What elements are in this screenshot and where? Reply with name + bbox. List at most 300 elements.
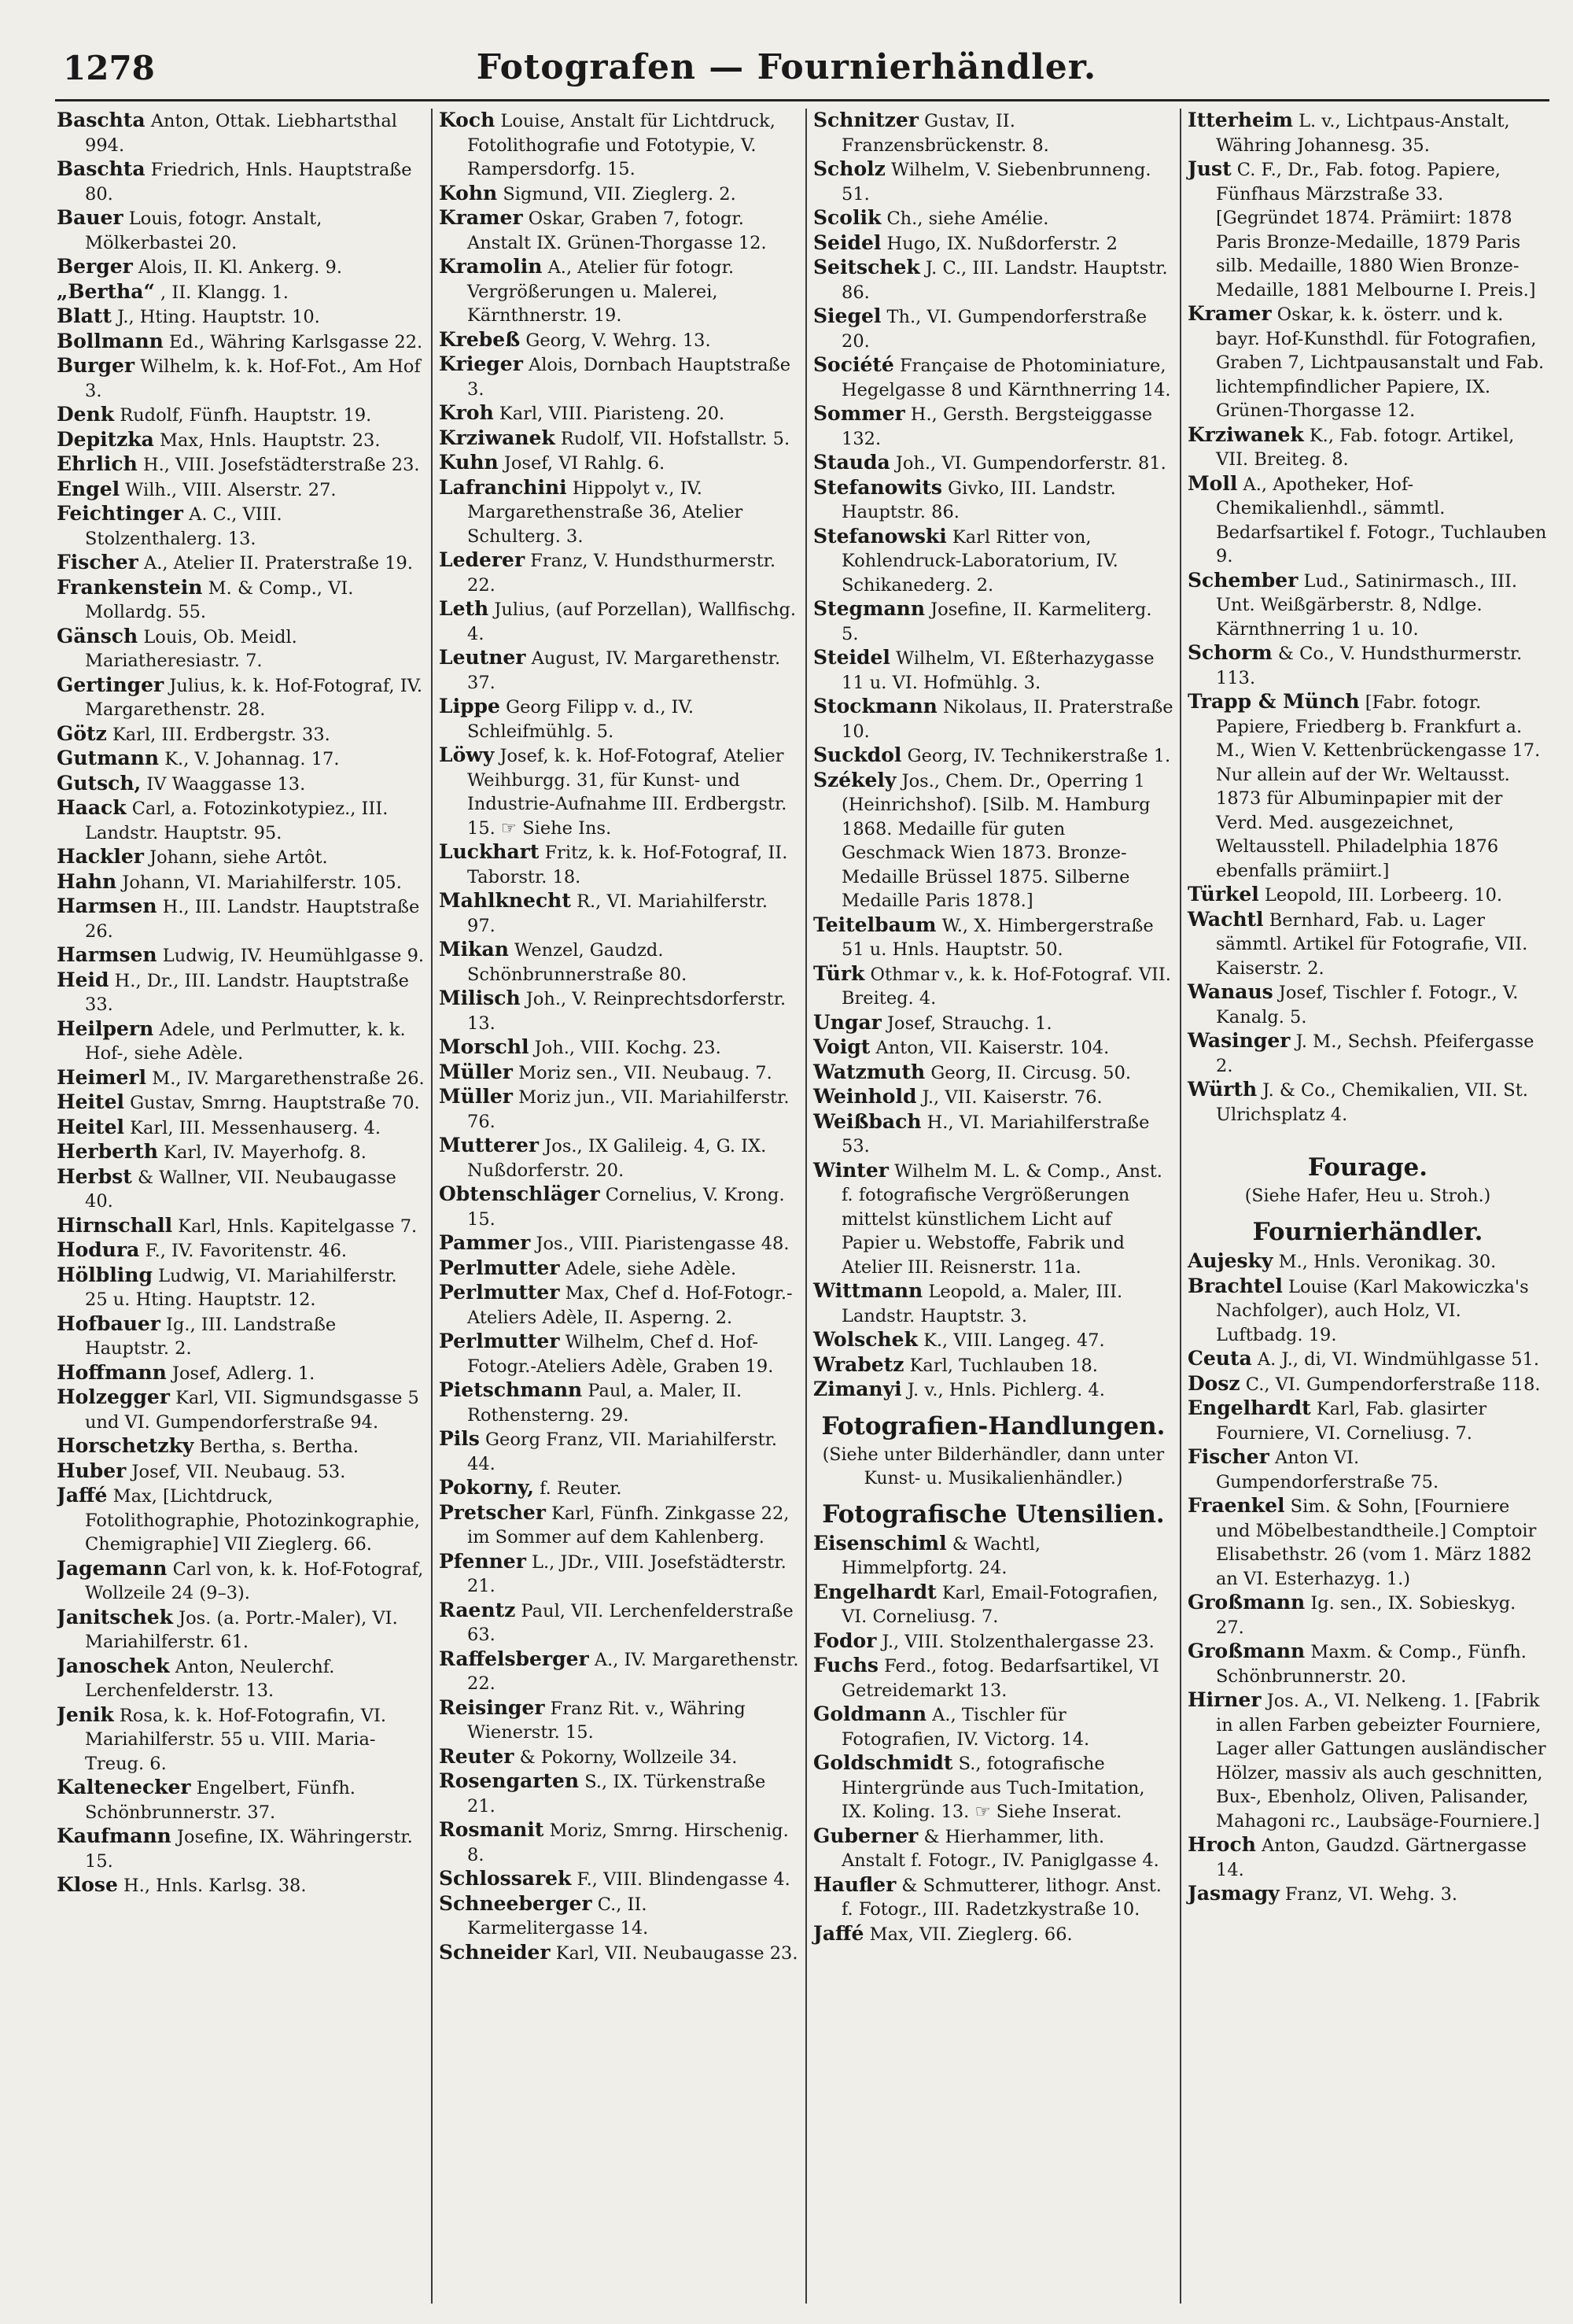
entry-name: Ehrlich (57, 452, 138, 475)
directory-entry (57, 722, 425, 747)
directory-entry (57, 551, 425, 576)
entry-name: Dosz (1188, 1371, 1240, 1395)
directory-entry (57, 1824, 425, 1873)
entry-details: Wilhelm, k. k. Hof-Fot., Am Hof 3. (85, 356, 421, 401)
entry-name: Weißbach (813, 1109, 922, 1133)
entry-name: Horschetzky (57, 1434, 194, 1457)
entry-name: Reisinger (439, 1695, 545, 1719)
directory-entry (439, 1599, 799, 1647)
entry-details: Josef, Tischler f. Fotogr., V. Kanalg. 5. (1216, 983, 1519, 1027)
entry-details: Joh., VI. Gumpendorferstr. 81. (895, 453, 1166, 474)
entry-name: Heilpern (57, 1016, 154, 1040)
directory-entry (813, 256, 1173, 304)
entry-name: Voigt (813, 1035, 871, 1058)
entry-details: Max, Hnls. Hauptstr. 23. (159, 430, 381, 451)
directory-entry (439, 1231, 799, 1256)
directory-entry (57, 1776, 425, 1824)
entry-details: W., X. Himbergerstraße 51 u. Hnls. Hauptstr. 50. (842, 915, 1154, 960)
directory-entry (57, 403, 425, 428)
directory-entry (813, 1011, 1173, 1036)
entry-name: Mikan (439, 938, 509, 961)
section-title-fourage: Fourage. (1307, 1153, 1428, 1182)
entry-details: H., VIII. Josefstädterstraße 23. (142, 455, 420, 475)
entry-name: Türk (813, 961, 865, 985)
entry-name: Großmann (1188, 1591, 1306, 1614)
directory-entry (813, 157, 1173, 206)
directory-entry (57, 576, 425, 625)
directory-entry (813, 476, 1173, 525)
entry-details: Wilhelm M. L. & Comp., Anst. f. fotografische Vergrößerungen mittelst künstlichem Licht auf Papier u. Webstoffe, Fabrik und Atelier III. Reisnerstr. 11a. (842, 1160, 1162, 1278)
directory-entry (813, 597, 1173, 646)
entry-name: Hackler (57, 845, 144, 868)
entry-name: Société (813, 353, 894, 376)
directory-entry (439, 1256, 799, 1282)
directory-entry (813, 913, 1173, 962)
entry-details: Leopold, III. Lorbeerg. 10. (1264, 885, 1503, 906)
entry-details: Georg, II. Circusg. 50. (930, 1062, 1132, 1083)
directory-entry (1188, 1640, 1548, 1688)
entry-name: Stefanowski (813, 524, 947, 548)
entry-name: Schember (1188, 568, 1299, 592)
entry-name: Jasmagy (1188, 1882, 1280, 1905)
column-3 (805, 109, 1180, 2304)
directory-entry (57, 1312, 425, 1361)
directory-entry (813, 231, 1173, 256)
entry-name: Hoffmann (57, 1360, 167, 1384)
entry-details: Gustav, II. Franzensbrückenstr. 8. (842, 111, 1049, 156)
directory-entry (1188, 1688, 1548, 1833)
entry-details: Othmar v., k. k. Hof-Fotograf. VII. Breiteg. 4. (842, 964, 1171, 1009)
entry-details: Louis, fotogr. Anstalt, Mölkerbastei 20. (85, 208, 322, 253)
entry-details: Josef, Strauchg. 1. (887, 1013, 1052, 1034)
entry-details: Anton, VII. Kaiserstr. 104. (875, 1038, 1110, 1058)
entry-details: Louise (Karl Makowiczka's Nachfolger), auch Holz, VI. Luftbadg. 19. (1216, 1276, 1529, 1345)
entry-details: Karl, VII. Sigmundsgasse 5 und VI. Gumpendorferstraße 94. (85, 1388, 419, 1433)
entry-name: Kuhn (439, 451, 499, 474)
directory-entry (1188, 690, 1548, 883)
entry-name: Aujesky (1188, 1249, 1273, 1272)
entry-name: Kramer (1188, 302, 1272, 325)
entry-name: Suckdol (813, 743, 902, 766)
entry-name: Milisch (439, 987, 521, 1009)
directory-entry (439, 695, 799, 743)
entry-name: Krziwanek (439, 426, 555, 449)
directory-entry (1188, 1882, 1548, 1907)
columns (57, 109, 1555, 2304)
entry-name: Hroch (1188, 1833, 1256, 1856)
entry-details: H., VI. Mariahilferstraße 53. (842, 1112, 1150, 1156)
entry-details: Josef, k. k. Hof-Fotograf, Atelier Weihburgg. 31, für Kunst- und Industrie-Aufnahme III. Erdbergstr. 15. ☞ Siehe Ins. (467, 746, 787, 839)
entry-details: H., Hnls. Karlsg. 38. (123, 1876, 307, 1896)
entry-name: Schneider (439, 1940, 551, 1964)
entry-details: Jos., IX Galileig. 4, G. IX. Nußdorferstr. 20. (467, 1136, 767, 1181)
directory-entry (813, 1581, 1173, 1629)
directory-entry (813, 402, 1173, 451)
entry-name: Goldmann (813, 1702, 927, 1725)
entry-name: Engelhardt (1188, 1396, 1311, 1419)
entry-details: Johann, VI. Mariahilferstr. 105. (122, 872, 402, 893)
entry-details: J., Hting. Hauptstr. 10. (117, 307, 320, 327)
entry-name: Engelhardt (813, 1580, 937, 1603)
directory-entry (813, 525, 1173, 598)
entry-details: Cornelius, V. Krong. 15. (467, 1185, 785, 1230)
entry-details: Alois, Dornbach Hauptstraße 3. (467, 355, 791, 400)
entry-name: Heid (57, 968, 109, 991)
entry-name: Kroh (439, 401, 494, 424)
entry-details: Anton VI. Gumpendorferstraße 75. (1216, 1448, 1439, 1492)
entry-name: Kaltenecker (57, 1776, 191, 1798)
column-4 (1180, 109, 1554, 2304)
directory-entry (439, 1182, 799, 1231)
entry-name: Holzegger (57, 1385, 170, 1408)
entry-details: Lud., Satinirmasch., III. Unt. Weißgärberstr. 8, Ndlge. Kärnthnerring 1 u. 10. (1216, 570, 1517, 640)
entry-details: R., VI. Mariahilferstr. 97. (467, 891, 768, 936)
directory-entry (439, 938, 799, 987)
directory-entry (1188, 1591, 1548, 1640)
entry-details: H., Dr., III. Landstr. Hauptstraße 33. (85, 970, 409, 1015)
directory-entry (813, 695, 1173, 743)
entry-details: Oskar, k. k. österr. und k. bayr. Hof-Kunsthdl. für Fotografien, Graben 7, Lichtpausanstalt und Fab. lichtempfindlicher Papiere, IX. Grünen-Thorgasse 12. (1216, 304, 1545, 421)
entry-name: Jaffé (57, 1484, 108, 1507)
directory-entry (439, 328, 799, 353)
entry-details: Wilhelm, Chef d. Hof-Fotogr.-Ateliers Adèle, Graben 19. (467, 1332, 774, 1377)
entry-name: Pokorny, (439, 1476, 534, 1499)
entry-details: Hugo, IX. Nußdorferstr. 2 (886, 233, 1118, 254)
entry-details: F., VIII. Blindengasse 4. (577, 1869, 790, 1890)
directory-entry (439, 451, 799, 476)
entry-name: Stefanowits (813, 475, 942, 499)
directory-entry (813, 109, 1173, 157)
entry-name: Krziwanek (1188, 422, 1304, 446)
entry-name: Stauda (813, 451, 890, 474)
entry-details: Ludwig, VI. Mariahilferstr. 25 u. Hting. Hauptstr. 12. (85, 1265, 397, 1310)
entry-details: Josefine, IX. Währingerstr. 15. (85, 1827, 413, 1872)
directory-entry (1188, 1833, 1548, 1882)
entry-details: Ig., III. Landstraße Hauptstr. 2. (85, 1314, 337, 1359)
entry-details: Jos., VIII. Piaristengasse 48. (536, 1234, 790, 1254)
entry-details: Ludwig, IV. Heumühlgasse 9. (162, 946, 425, 966)
entry-details: Wilhelm, VI. Eßterhazygasse 11 u. VI. Hofmühlg. 3. (842, 648, 1155, 693)
entry-name: Gertinger (57, 673, 164, 696)
entry-name: Wasinger (1188, 1029, 1291, 1052)
entry-name: Leutner (439, 646, 526, 669)
page-number: 1278 (63, 49, 155, 87)
entry-name: Fuchs (813, 1654, 879, 1677)
directory-entry (57, 428, 425, 453)
directory-entry (57, 625, 425, 673)
entry-details: K., Fab. fotogr. Artikel, VII. Breiteg. 8. (1216, 425, 1515, 470)
entry-name: Haufler (813, 1872, 897, 1896)
entry-details: J., VIII. Stolzenthalergasse 23. (882, 1631, 1155, 1652)
directory-entry (57, 1140, 425, 1165)
directory-entry (439, 1550, 799, 1599)
directory-entry (439, 426, 799, 452)
entry-name: Denk (57, 403, 115, 426)
entry-name: Obtenschläger (439, 1182, 600, 1205)
directory-entry (439, 1647, 799, 1696)
entry-details: Josefine, II. Karmeliterg. 5. (842, 599, 1152, 644)
entry-name: Lafranchini (439, 475, 567, 499)
directory-entry (1188, 157, 1548, 302)
entry-details: Max, VII. Zieglerg. 66. (869, 1924, 1073, 1945)
directory-entry (57, 502, 425, 551)
entry-details: , II. Klangg. 1. (160, 282, 289, 303)
entry-details: Adele, und Perlmutter, k. k. Hof-, siehe Adèle. (85, 1019, 406, 1064)
directory-entry (439, 743, 799, 840)
directory-entry (813, 304, 1173, 353)
entry-details: Moriz jun., VII. Mariahilferstr. 76. (467, 1087, 790, 1132)
directory-entry (1188, 1029, 1548, 1078)
entry-details: Karl, Hnls. Kapitelgasse 7. (178, 1215, 418, 1237)
directory-entry (813, 1159, 1173, 1280)
entry-name: Krieger (439, 352, 523, 375)
entry-name: Watzmuth (813, 1060, 926, 1083)
directory-entry (439, 889, 799, 938)
entry-name: Heitel (57, 1115, 124, 1138)
entry-name: Stegmann (813, 597, 925, 620)
directory-entry (813, 1353, 1173, 1378)
header-rule (55, 99, 1549, 101)
directory-entry (813, 1824, 1173, 1873)
entry-name: Seidel (813, 231, 882, 254)
entry-details: [Fabr. fotogr. Papiere, Friedberg b. Frankfurt a. M., Wien V. Kettenbrückengasse 17. Nur allein auf der Wr. Weltausst. 1873 für Albuminpapier mit der Verd. Med. ausgezeichnet, Weltausstell. Philadelphia 1876 ebenfalls prämiirt.] (1216, 692, 1541, 881)
directory-entry (1188, 1396, 1548, 1445)
entry-details: A., Atelier für fotogr. Vergrößerungen u. Malerei, Kärnthnerstr. 19. (467, 257, 735, 326)
entry-name: Brachtel (1188, 1274, 1283, 1297)
entry-details: Max, [Lichtdruck, Fotolithographie, Photozinkographie, Chemigraphie] VII Zieglerg. 66. (85, 1486, 420, 1555)
directory-entry (813, 769, 1173, 913)
entry-details: Julius, (auf Porzellan), Wallfischg. 4. (467, 599, 797, 644)
directory-entry (57, 452, 425, 478)
entry-name: Jaffé (813, 1921, 864, 1945)
entry-details: J. v., Hnls. Pichlerg. 4. (907, 1380, 1105, 1400)
directory-entry (1188, 1445, 1548, 1494)
entry-name: Rosengarten (439, 1769, 580, 1792)
directory-entry (439, 1818, 799, 1867)
directory-entry (439, 206, 799, 255)
entry-name: Zimanyi (813, 1378, 902, 1400)
entry-name: Wrabetz (813, 1352, 904, 1376)
entry-details: A., Tischler für Fotografien, IV. Victorg. 14. (842, 1705, 1090, 1750)
entry-details: Leopold, a. Maler, III. Landstr. Hauptstr. 3. (842, 1282, 1123, 1326)
entry-details: Jos., Chem. Dr., Operring 1 (Heinrichshof). [Silb. M. Hamburg 1868. Medaille für guten Geschmack Wien 1873. Bronze-Medaille Brüssel 1875. Silberne Medaille Paris 1878.] (842, 770, 1151, 911)
entry-name: Hahn (57, 869, 117, 893)
directory-entry (439, 1769, 799, 1818)
entry-details: & Schmutterer, lithogr. Anst. f. Fotogr., III. Radetzkystraße 10. (842, 1875, 1162, 1920)
entry-name: Feichtinger (57, 502, 183, 525)
entry-details: Georg, IV. Technikerstraße 1. (907, 746, 1171, 766)
entry-details: Moriz, Smrng. Hirschenig. 8. (467, 1820, 789, 1865)
fournier-entries (1188, 1249, 1548, 1907)
directory-entry (57, 772, 425, 797)
entry-name: Lederer (439, 548, 525, 571)
entry-name: Lippe (439, 695, 500, 717)
entry-details: Adele, siehe Adèle. (565, 1258, 737, 1279)
entry-name: Bollmann (57, 329, 164, 352)
entry-details: Bertha, s. Bertha. (199, 1437, 359, 1457)
entry-name: Baschta (57, 109, 146, 131)
entry-name: Schlossarek (439, 1867, 572, 1890)
entry-name: Depitzka (57, 427, 154, 451)
entry-details: S., fotografische Hintergründe aus Tuch-Imitation, IX. Koling. 13. ☞ Siehe Inserat. (842, 1754, 1145, 1822)
entry-details: Franz Rit. v., Währing Wienerstr. 15. (467, 1698, 746, 1743)
entry-details: Rudolf, VII. Hofstallstr. 5. (560, 428, 790, 449)
directory-entry (439, 109, 799, 182)
entry-name: Müller (439, 1085, 513, 1108)
directory-entry (1188, 641, 1548, 690)
entry-details: IV Waaggasse 13. (146, 773, 306, 795)
directory-entry (439, 1892, 799, 1941)
entry-details: Friedrich, Hnls. Hauptstraße 80. (85, 160, 412, 205)
directory-entry (439, 1085, 799, 1134)
entry-name: Fischer (57, 551, 138, 574)
entry-name: Götz (57, 721, 107, 745)
directory-entry (57, 1090, 425, 1116)
directory-entry (1188, 569, 1548, 642)
entry-details: Ig. sen., IX. Sobieskyg. 27. (1216, 1593, 1516, 1638)
entry-details: f. Reuter. (540, 1478, 622, 1499)
entry-name: Großmann (1188, 1640, 1306, 1662)
directory-entry (57, 1459, 425, 1485)
directory-entry (439, 476, 799, 549)
entry-details: & Co., V. Hundsthurmerstr. 113. (1216, 644, 1523, 688)
entry-name: Fischer (1188, 1445, 1269, 1468)
entry-details: J. C., III. Landstr. Hauptstr. 86. (842, 258, 1168, 303)
entry-details: Jos. (a. Portr.-Maler), VI. Mariahilferstr. 61. (85, 1607, 398, 1652)
entry-details: Carl von, k. k. Hof-Fotograf, Wollzeile 24 (9–3). (85, 1559, 424, 1603)
entry-details: Ferd., fotog. Bedarfsartikel, VI Getreidemarkt 13. (842, 1656, 1159, 1701)
entry-name: Raentz (439, 1598, 516, 1621)
directory-entry (57, 478, 425, 503)
directory-entry (57, 796, 425, 845)
directory-entry (57, 1703, 425, 1776)
directory-entry (57, 1361, 425, 1386)
entry-details: Wilhelm, V. Siebenbrunneng. 51. (842, 160, 1151, 205)
entry-name: Huber (57, 1459, 127, 1482)
entry-details: Jos. A., VI. Nelkeng. 1. [Fabrik in allen Farben gebeizter Fourniere, Lager aller Gattungen ausländischer Hölzer, massiv als auch geschnitten, Bux-, Ebenholz, Oliven, Palisander, Mahagoni rc., Laubsäge-Fourniere.] (1216, 1691, 1546, 1832)
entry-details: Gustav, Smrng. Hauptstraße 70. (130, 1093, 420, 1113)
running-head: Fotografen — Fournierhändler. (476, 47, 1097, 87)
entry-name: Leth (439, 597, 489, 620)
directory-entry (57, 1263, 425, 1312)
entry-name: Mahlknecht (439, 889, 571, 912)
directory-entry (813, 1654, 1173, 1702)
directory-entry (439, 182, 799, 207)
section-note-handlungen: (Siehe unter Bilderhändler, dann unter Kunst- u. Musikalienhändler.) (822, 1444, 1165, 1488)
entry-name: Székely (813, 768, 897, 791)
entry-details: Georg Filipp v. d., IV. Schleifmühlg. 5. (467, 697, 694, 742)
directory-entry (57, 1654, 425, 1703)
entry-name: Pietschmann (439, 1378, 583, 1401)
directory-entry (439, 352, 799, 401)
entry-details: M., IV. Margarethenstraße 26. (152, 1068, 425, 1089)
directory-entry (57, 255, 425, 280)
entry-name: Türkel (1188, 883, 1259, 906)
section-title-fournier: Fournierhändler. (1252, 1218, 1483, 1246)
directory-entry (57, 1434, 425, 1459)
entry-details: Rudolf, Fünfh. Hauptstr. 19. (120, 405, 372, 426)
entry-details: C., II. Karmelitergasse 14. (467, 1894, 649, 1939)
directory-entry (813, 743, 1173, 769)
entry-name: Heitel (57, 1090, 124, 1113)
directory-entry (1188, 423, 1548, 472)
entry-details: A., IV. Margarethenstr. 22. (467, 1649, 799, 1694)
entry-name: Janoschek (57, 1654, 170, 1677)
entry-details: Givko, III. Landstr. Hauptstr. 86. (842, 478, 1116, 522)
directory-entry (813, 1702, 1173, 1751)
entry-name: Schneeberger (439, 1891, 592, 1915)
directory-entry (439, 548, 799, 597)
entry-name: Wachtl (1188, 907, 1264, 931)
entry-name: Hölbling (57, 1263, 153, 1286)
entry-name: Wanaus (1188, 980, 1273, 1003)
entry-details: Karl, VIII. Piaristeng. 20. (499, 404, 725, 424)
directory-entry (439, 1696, 799, 1745)
entry-name: Hirner (1188, 1688, 1262, 1711)
entry-details: Ed., Währing Karlsgasse 22. (168, 331, 423, 352)
entry-name: Siegel (813, 304, 882, 327)
entry-name: Reuter (439, 1744, 514, 1768)
directory-entry (1188, 1372, 1548, 1397)
entry-details: A. C., VIII. Stolzenthalerg. 13. (85, 504, 282, 549)
directory-entry (813, 1922, 1173, 1947)
column-1 (57, 109, 431, 2304)
entry-details: Bernhard, Fab. u. Lager sämmtl. Artikel für Fotografie, VII. Kaiserstr. 2. (1216, 909, 1528, 979)
entry-details: J. M., Sechsh. Pfeifergasse 2. (1216, 1031, 1534, 1076)
directory-entry (813, 646, 1173, 695)
entry-name: Steidel (813, 646, 890, 669)
directory-entry (813, 1751, 1173, 1824)
section-note-fourage: (Siehe Hafer, Heu u. Stroh.) (1244, 1186, 1491, 1206)
entry-details: Wenzel, Gaudzd. Schönbrunnerstraße 80. (467, 940, 687, 985)
entry-details: J., VII. Kaiserstr. 76. (922, 1087, 1103, 1108)
directory-entry (439, 1330, 799, 1378)
entry-name: Eisenschiml (813, 1531, 947, 1555)
directory-entry (1188, 1078, 1548, 1127)
entry-details: Karl, IV. Mayerhofg. 8. (164, 1142, 367, 1163)
section-title-utensilien: Fotografische Utensilien. (822, 1500, 1165, 1529)
entry-details: & Wachtl, Himmelpfortg. 24. (842, 1533, 1041, 1578)
entry-name: Jagemann (57, 1556, 168, 1580)
entry-details: Française de Photominiature, Hegelgasse 8 und Kärnthnerring 14. (842, 356, 1171, 400)
entry-details: Nikolaus, II. Praterstraße 10. (842, 697, 1173, 742)
entry-details: Johann, siehe Artôt. (149, 847, 328, 868)
entry-name: Burger (57, 354, 135, 377)
entry-name: Hofbauer (57, 1311, 160, 1335)
entry-name: Ceuta (1188, 1347, 1252, 1370)
directory-entry (57, 1116, 425, 1141)
entry-name: Janitschek (57, 1605, 173, 1629)
entry-details: Anton, Gaudzd. Gärtnergasse 14. (1216, 1835, 1527, 1880)
entry-name: Just (1188, 157, 1232, 180)
directory-entry (1188, 1275, 1548, 1348)
entry-details: Josef, VII. Neubaug. 53. (131, 1461, 346, 1482)
directory-entry (57, 1238, 425, 1263)
directory-entry (813, 1279, 1173, 1328)
entry-name: Sommer (813, 402, 905, 425)
entry-details: F., IV. Favoritenstr. 46. (145, 1241, 348, 1261)
directory-entry (57, 1385, 425, 1434)
directory-entry (439, 987, 799, 1035)
directory-entry (439, 401, 799, 426)
entry-details: Julius, k. k. Hof-Fotograf, IV. Margarethenstr. 28. (85, 675, 423, 720)
directory-entry (57, 673, 425, 722)
entry-name: Pfenner (439, 1549, 526, 1573)
directory-entry (1188, 302, 1548, 423)
entry-name: Teitelbaum (813, 913, 937, 936)
entry-details: Joh., V. Reinprechtsdorferstr. 13. (467, 989, 786, 1034)
entry-name: Ungar (813, 1010, 882, 1034)
